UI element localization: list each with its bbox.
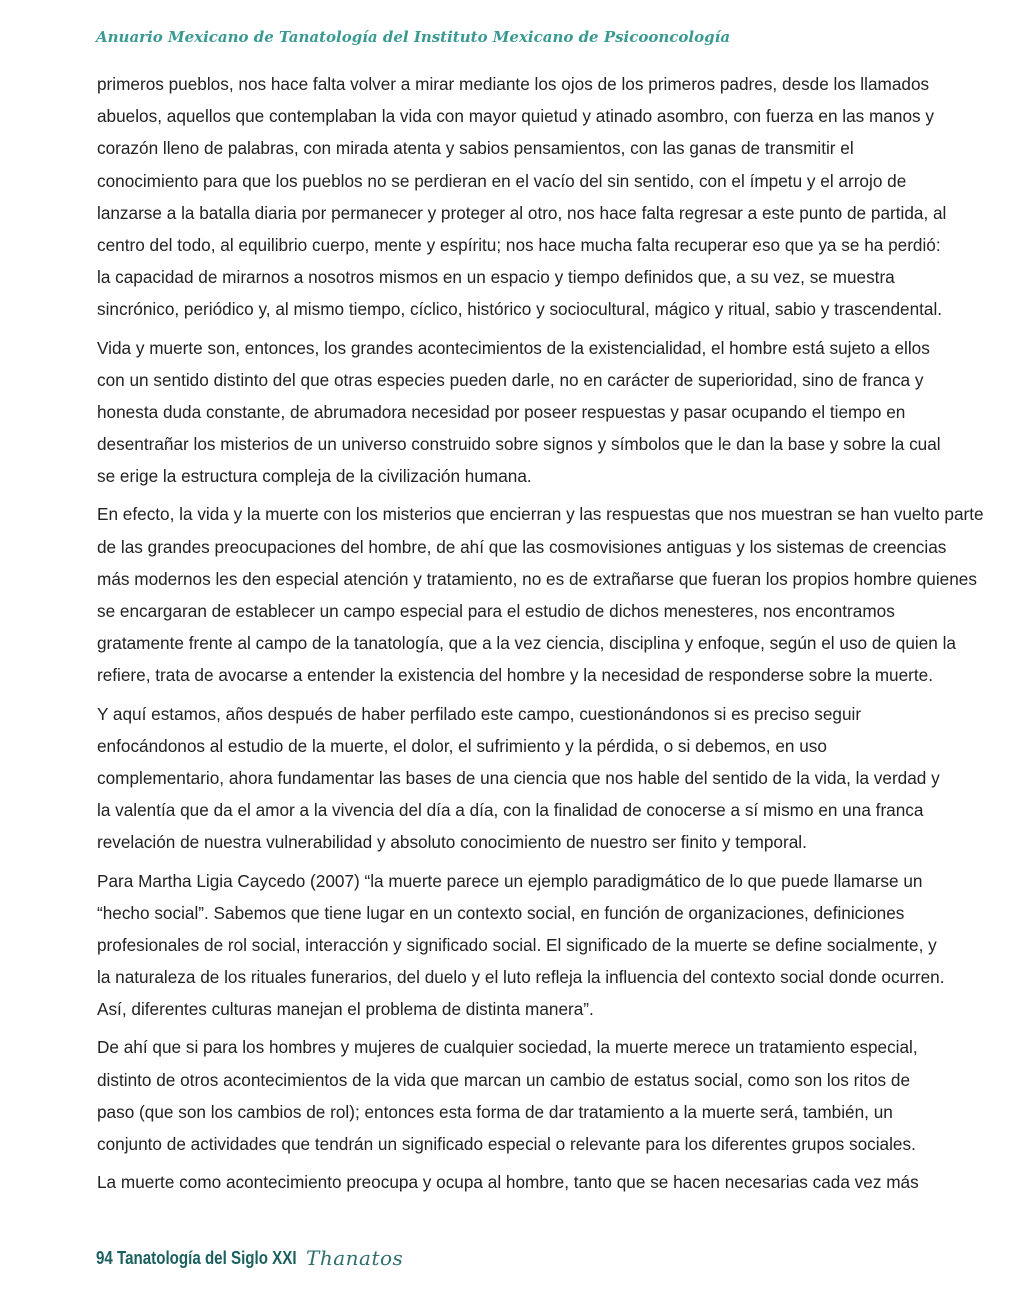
text-line: se erige la estructura compleja de la civilización humana. (97, 466, 532, 487)
paragraph-3 (97, 498, 1024, 691)
text-line: centro del todo, al equilibrio cuerpo, mente y espíritu; nos hace mucha falta recuperar eso que ya se ha perdió: (97, 234, 941, 255)
text-line: La muerte como acontecimiento preocupa y ocupa al hombre, tanto que se hacen necesarias cada vez más (97, 1172, 919, 1193)
text-line: lanzarse a la batalla diaria por permanecer y proteger al otro, nos hace falta regresar a este punto de partida, al (97, 202, 947, 223)
paragraph-2 (97, 332, 1024, 493)
text-line: primeros pueblos, nos hace falta volver a mirar mediante los ojos de los primeros padres, desde los llamados (97, 74, 930, 94)
text-line: refiere, trata de avocarse a entender la existencia del hombre y la necesidad de responderse sobre la muerte. (97, 665, 933, 686)
paragraph-5 (97, 865, 1024, 1026)
text-line: la naturaleza de los rituales funerarios, del duelo y el luto refleja la influencia del contexto social donde ocurren. (97, 967, 945, 988)
text-line: sincrónico, periódico y, al mismo tiempo, cíclico, histórico y sociocultural, mágico y ritual, sabio y trascendental. (97, 299, 943, 320)
text-line: conocimiento para que los pueblos no se perdieran en el vacío del sin sentido, con el ímpetu y el arrojo de (97, 170, 907, 191)
text-line: En efecto, la vida y la muerte con los misterios que encierran y las respuestas que nos muestran se han vuelto parte (97, 504, 984, 525)
text-line: enfocándonos al estudio de la muerte, el dolor, el sufrimiento y la pérdida, o si debemos, en uso (97, 735, 827, 756)
paragraph-6 (97, 1031, 1024, 1160)
text-line: “hecho social”. Sabemos que tiene lugar en un contexto social, en función de organizaciones, definiciones (97, 902, 905, 923)
paragraph-1 (97, 68, 1024, 326)
text-line: la capacidad de mirarnos a nosotros mismos en un espacio y tiempo definidos que, a su vez, se muestra (97, 267, 895, 288)
article-body (97, 68, 1024, 1204)
text-line: Vida y muerte son, entonces, los grandes acontecimientos de la existencialidad, el hombre está sujeto a ellos (97, 337, 930, 358)
text-line: De ahí que si para los hombres y mujeres de cualquier sociedad, la muerte merece un tratamiento especial, (97, 1037, 918, 1058)
text-line: abuelos, aquellos que contemplaban la vida con mayor quietud y atinado asombro, con fuerza en las manos y (97, 106, 934, 127)
thanatos-logo: Thanatos (306, 1246, 404, 1270)
text-line: honesta duda constante, de abrumadora necesidad por poseer respuestas y pasar ocupando el tiempo en (97, 401, 906, 422)
text-line: con un sentido distinto del que otras especies pueden darle, no en carácter de superioridad, sino de franca y (97, 369, 924, 390)
text-line: de las grandes preocupaciones del hombre, de ahí que las cosmovisiones antiguas y los sistemas de creencias (97, 536, 947, 557)
text-line: más modernos les den especial atención y tratamiento, no es de extrañarse que fueran los propios hombre quienes (97, 568, 977, 589)
page-number-label: 94 Tanatología del Siglo XXI (96, 1247, 297, 1268)
page-footer (96, 1246, 403, 1270)
text-line: conjunto de actividades que tendrán un significado especial o relevante para los diferentes grupos sociales. (97, 1134, 916, 1154)
text-line: gratamente frente al campo de la tanatología, que a la vez ciencia, disciplina y enfoque, según el uso de quien la (97, 633, 956, 654)
text-line: complementario, ahora fundamentar las bases de una ciencia que nos hable del sentido de la vida, la verdad y (97, 767, 940, 788)
journal-header: Anuario Mexicano de Tanatología del Instituto Mexicano de Psicooncología (96, 28, 731, 46)
text-line: Así, diferentes culturas manejan el problema de distinta manera”. (97, 999, 594, 1020)
text-line: profesionales de rol social, interacción y significado social. El significado de la muerte se define socialmente, y (97, 934, 937, 955)
paragraph-7 (97, 1166, 1024, 1198)
text-line: revelación de nuestra vulnerabilidad y absoluto conocimiento de nuestro ser finito y temporal. (97, 832, 807, 853)
text-line: se encargaran de establecer un campo especial para el estudio de dichos menesteres, nos encontramos (97, 601, 895, 621)
text-line: Y aquí estamos, años después de haber perfilado este campo, cuestionándonos si es preciso seguir (97, 703, 862, 724)
paragraph-4 (97, 698, 1024, 859)
text-line: la valentía que da el amor a la vivencia del día a día, con la finalidad de conocerse a sí mismo en una franca (97, 800, 924, 821)
text-line: paso (que son los cambios de rol); entonces esta forma de dar tratamiento a la muerte será, también, un (97, 1101, 893, 1122)
text-line: desentrañar los misterios de un universo construido sobre signos y símbolos que le dan la base y sobre la cual (97, 434, 941, 455)
text-line: Para Martha Ligia Caycedo (2007) “la muerte parece un ejemplo paradigmático de lo que puede llamarse un (97, 870, 923, 891)
text-line: corazón lleno de palabras, con mirada atenta y sabios pensamientos, con las ganas de transmitir el (97, 138, 854, 159)
text-line: distinto de otros acontecimientos de la vida que marcan un cambio de estatus social, como son los ritos de (97, 1069, 911, 1090)
